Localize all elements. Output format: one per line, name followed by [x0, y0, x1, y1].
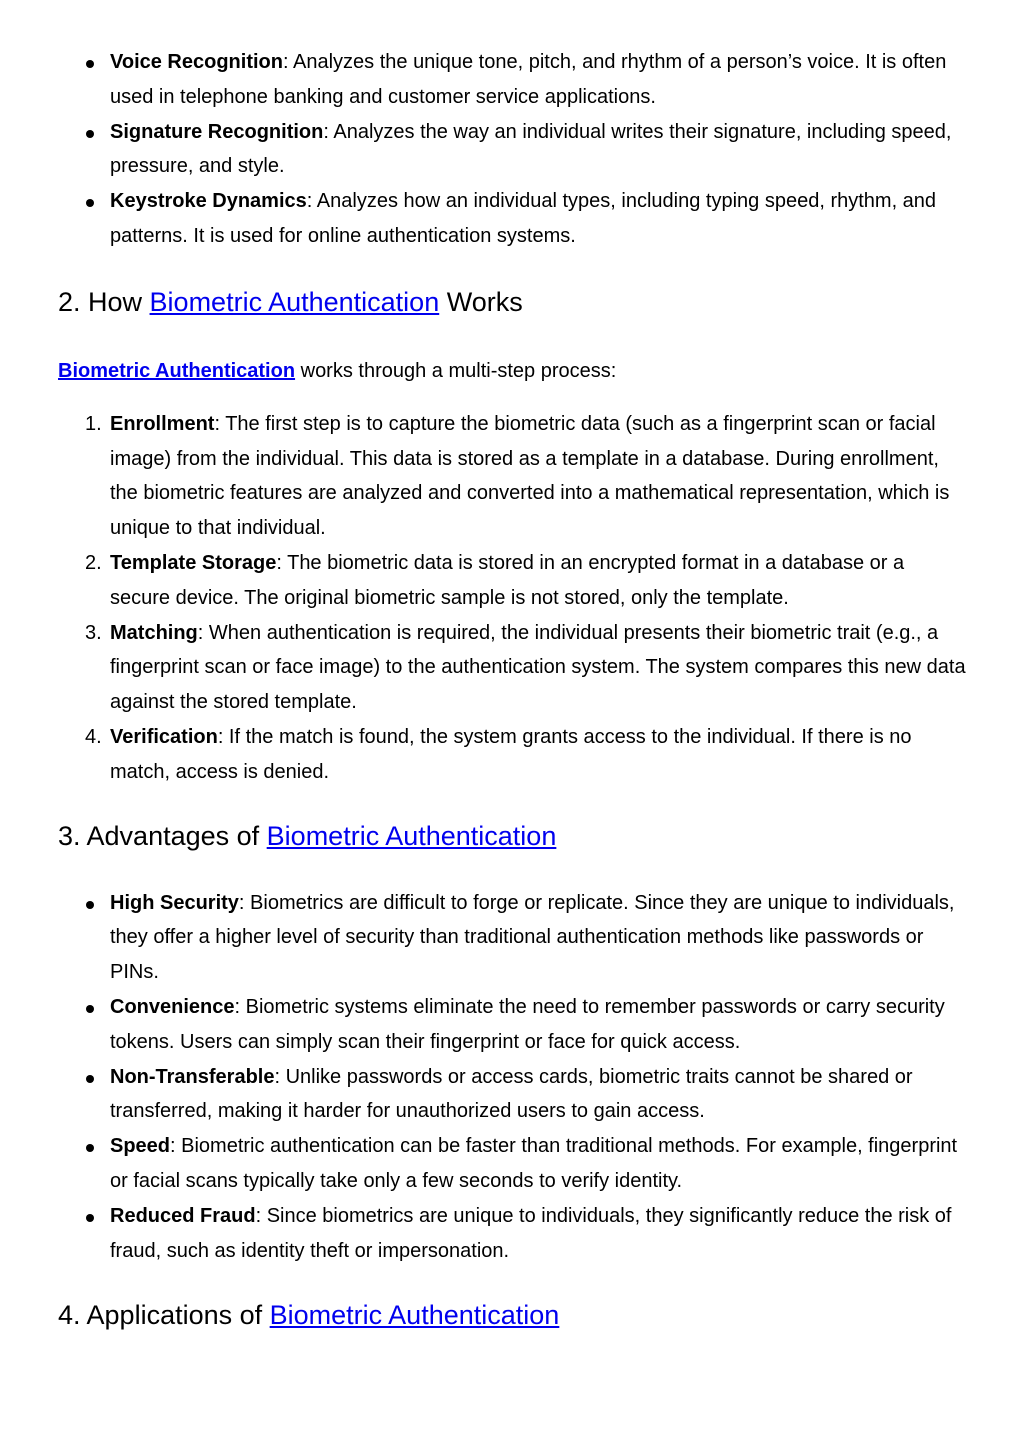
biometric-authentication-link[interactable]: Biometric Authentication	[58, 359, 296, 382]
list-item-high-security	[58, 886, 966, 990]
section-heading-advantages	[58, 819, 966, 853]
step-item-template-storage	[58, 546, 966, 616]
term-description: : Biometric systems eliminate the need to remember passwords or carry security tokens. Users can simply scan their fingerprint or face for quick access.	[110, 995, 945, 1053]
step-item-matching	[58, 616, 966, 720]
heading-text: 4. Applications of	[58, 1300, 270, 1331]
step-number: 3.	[85, 621, 102, 644]
step-number: 1.	[85, 412, 102, 435]
term-label: Keystroke Dynamics	[110, 190, 307, 213]
step-number: 2.	[85, 551, 102, 574]
term-label: Reduced Fraud	[110, 1204, 256, 1227]
term-description: : The biometric data is stored in an encrypted format in a database or a secure device. The original biometric sample is not stored, only the template.	[110, 551, 905, 609]
term-description: : Analyzes the way an individual writes their signature, including speed, pressure, and style.	[110, 120, 952, 178]
term-description: : Since biometrics are unique to individuals, they significantly reduce the risk of fraud, such as identity theft or impersonation.	[110, 1204, 952, 1262]
heading-text: 3. Advantages of	[58, 820, 267, 851]
bullet-icon	[86, 1005, 94, 1013]
step-item-enrollment	[58, 407, 966, 546]
list-item-reduced-fraud	[58, 1199, 966, 1269]
term-label: Convenience	[110, 995, 235, 1018]
advantages-list	[58, 886, 966, 1269]
bullet-icon	[86, 199, 94, 207]
section-heading-how-it-works	[58, 285, 966, 319]
term-description: : Biometrics are difficult to forge or replicate. Since they are unique to individuals, they offer a higher level of security than traditional authentication methods like passwords or PINs.	[110, 891, 955, 984]
biometric-authentication-link[interactable]: Biometric Authentication	[266, 820, 557, 851]
term-description: : If the match is found, the system grants access to the individual. If there is no match, access is denied.	[110, 725, 912, 783]
term-label: Matching	[110, 621, 198, 644]
term-label: Signature Recognition	[110, 120, 324, 143]
heading-text: 2. How	[58, 286, 150, 317]
intro-text: works through a multi-step process:	[295, 359, 617, 382]
term-description: : Analyzes how an individual types, including typing speed, rhythm, and patterns. It is used for online authentication systems.	[110, 190, 937, 247]
list-item-speed	[58, 1129, 966, 1199]
list-item-signature-recognition	[58, 115, 966, 185]
term-label: Template Storage	[110, 551, 277, 574]
term-label: Non-Transferable	[110, 1065, 275, 1088]
term-description: : Unlike passwords or access cards, biometric traits cannot be shared or transferred, making it harder for unauthorized users to gain access.	[110, 1065, 913, 1123]
process-steps-list	[58, 407, 966, 790]
bullet-icon	[86, 901, 94, 909]
section-intro-paragraph	[58, 354, 966, 388]
term-description: : When authentication is required, the individual presents their biometric trait (e.g., a fingerprint scan or face image) to the authentication system. The system compares this new data against the stored template.	[110, 621, 966, 714]
term-description: : Biometric authentication can be faster than traditional methods. For example, fingerprint or facial scans typically take only a few seconds to verify identity.	[110, 1135, 958, 1192]
section-heading-applications	[58, 1298, 966, 1332]
term-description: : The first step is to capture the biometric data (such as a fingerprint scan or facial image) from the individual. This data is stored as a template in a database. During enrollment, the biometric features are analyzed and converted into a mathematical representation, which is unique to that individual.	[110, 412, 950, 540]
list-item-keystroke-dynamics	[58, 184, 966, 254]
term-label: High Security	[110, 891, 239, 914]
list-item-voice-recognition	[58, 45, 966, 115]
biometric-authentication-link[interactable]: Biometric Authentication	[269, 1300, 560, 1331]
bullet-icon	[86, 1075, 94, 1083]
term-label: Verification	[110, 725, 218, 748]
biometric-types-list	[58, 45, 966, 254]
term-description: : Analyzes the unique tone, pitch, and rhythm of a person’s voice. It is often used in telephone banking and customer service applications.	[110, 51, 947, 108]
list-item-non-transferable	[58, 1060, 966, 1130]
term-label: Enrollment	[110, 412, 215, 435]
step-item-verification	[58, 720, 966, 790]
bullet-icon	[86, 1144, 94, 1152]
term-label: Speed	[110, 1135, 171, 1158]
list-item-convenience	[58, 990, 966, 1060]
bullet-icon	[86, 1214, 94, 1222]
term-label: Voice Recognition	[110, 51, 283, 73]
heading-text: Works	[439, 286, 523, 317]
bullet-icon	[86, 130, 94, 138]
step-number: 4.	[85, 725, 102, 748]
bullet-icon	[86, 60, 94, 68]
biometric-authentication-link[interactable]: Biometric Authentication	[149, 286, 440, 317]
